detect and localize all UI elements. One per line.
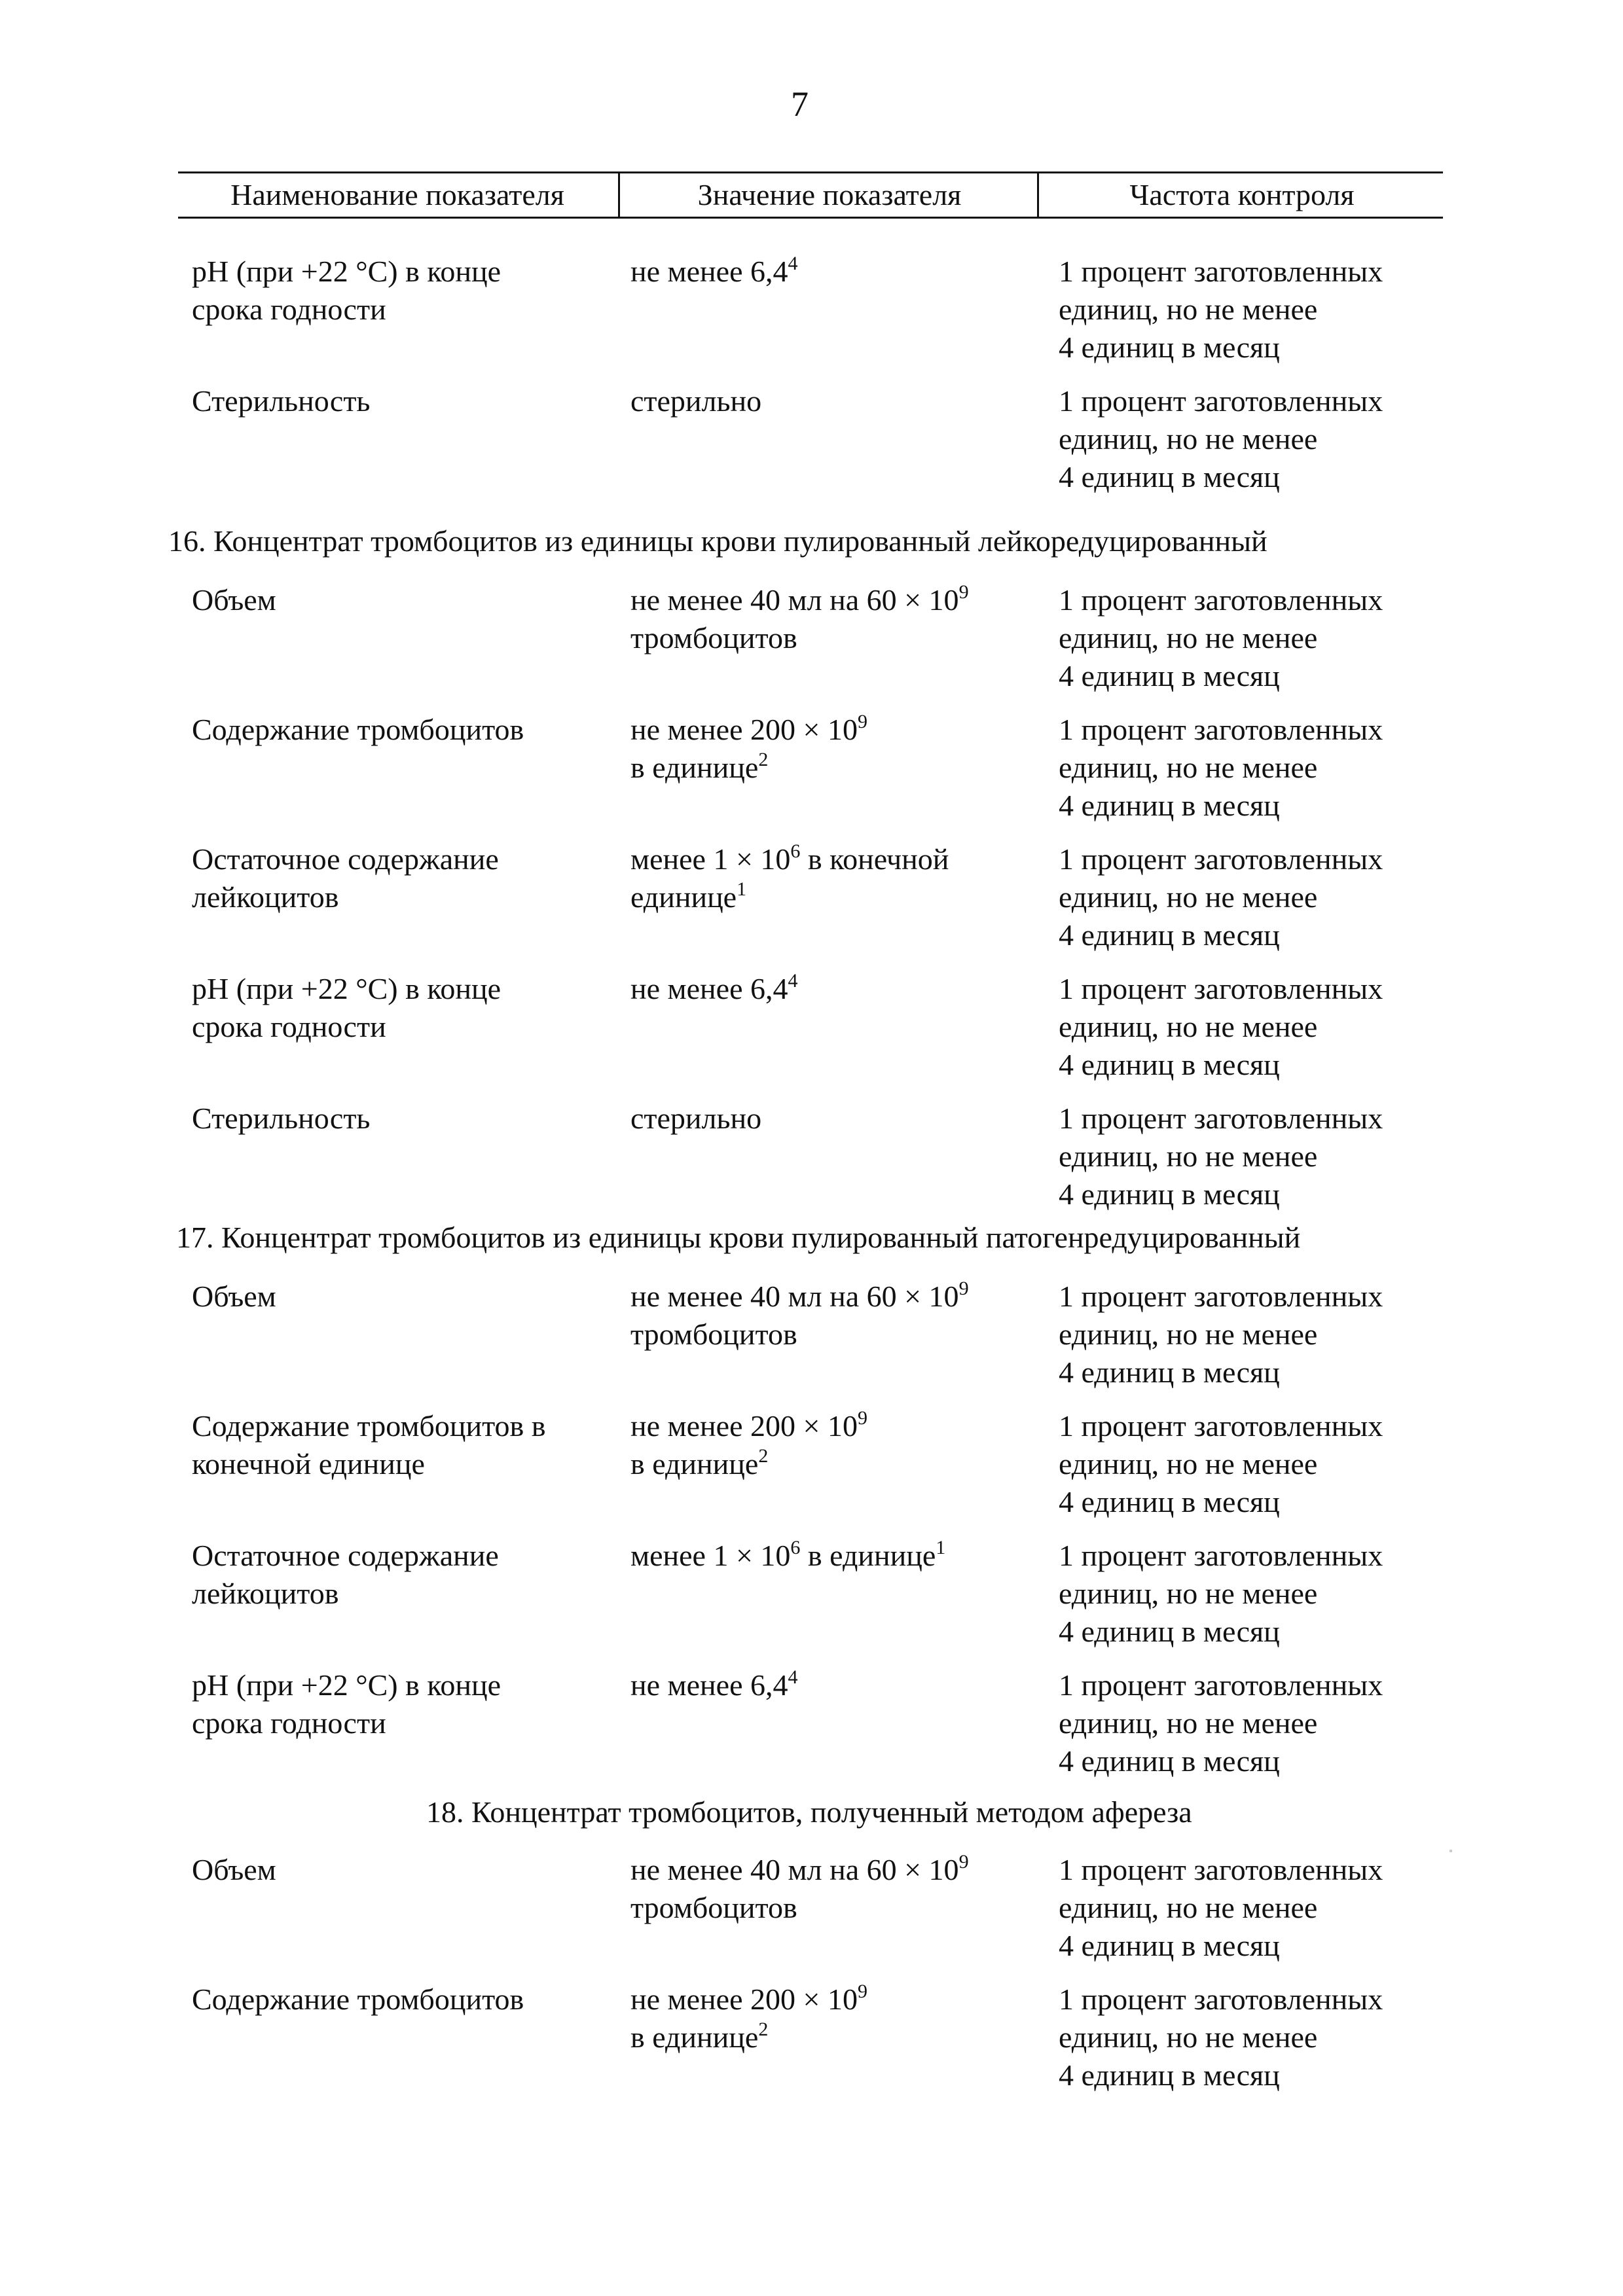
document-page: 7 Наименование показателя Значение показателя Частота контроля pH (при +22 °C) в конце срока годности не менее $6,4^4$ 1 процент заготовленных единиц, но не менее 4 единиц в месяц Стерильность стерильно 1 процент заготовленных единиц, но не менее 4 единиц в месяц 16. Концентрат тромбоцитов из единицы крови пулированный лейкоредуцированный Объем не менее 40 мл на $60 \times 10^9$ тромбоцитов 1 процент заготовленных единиц, но не менее 4 единиц в месяц Содержание тромбоцитов не менее $200 \times 10^9$ в единице$^2$ 1 процент заготовленных единиц, но не менее 4 единиц в месяц Остаточное содержание лейкоцитов менее $1 \times 10^6$ в конечной единице$^1$ 1 процент заготовленных единиц, но не менее 4 единиц в месяц pH (при +22 °C) в конце срока годности не менее $6,4^4$ 1 процент заготовленных единиц, но не менее 4 единиц в месяц Стерильность стерильно 1 процент заготовленных единиц, но не менее 4 единиц в месяц 17. Концентрат тромбоцитов из единицы крови пулированный патогенредуцированный Объем не менее 40 мл на $60 \times 10^9$ тромбоцитов 1 процент заготовленных единиц, но не менее 4 единиц в месяц Содержание тромбоцитов в конечной единице не менее $200 \times 10^9$ в единице$^2$ 1 процент заготовленных единиц, но не менее 4 единиц в месяц Остаточное содержание лейкоцитов менее $1 \times 10^6$ в единице$^1$ 1 процент заготовленных единиц, но не менее 4 единиц в месяц pH (при +22 °C) в конце срока годности не менее $6,4^4$ 1 процент заготовленных единиц, но не менее 4 единиц в месяц 18. Концентрат тромбоцитов, полученный методом афереза Объем не менее 40 мл на $60 \times 10^9$ тромбоцитов 1 процент заготовленных единиц, но не менее 4 единиц в месяц Содержание тромбоцитов не менее $200 \times 10^9$ в единице$^2$ 1 процент заготовленных единиц, но не менее 4 единиц в месяц bbox=[0, 0, 1623, 2296]
indicator-value bbox=[630, 970, 1049, 1008]
indicator-value bbox=[630, 253, 1049, 291]
control-frequency: 1 процент заготовленных единиц, но не менее 4 единиц в месяц bbox=[1059, 972, 1383, 1081]
indicator-name: Остаточное содержание лейкоцитов bbox=[192, 1539, 499, 1610]
footnote-ref: 9 bbox=[958, 1278, 969, 1299]
value-text: в единице bbox=[800, 1539, 936, 1572]
value-text: в единице bbox=[630, 2020, 759, 2054]
indicator-value bbox=[630, 1100, 1049, 1138]
value-text: не менее 200 × 10 bbox=[630, 1409, 858, 1443]
header-indicator-value: Значение показателя bbox=[618, 173, 1039, 217]
indicator-name: Содержание тромбоцитов bbox=[192, 1982, 524, 2016]
value-text: не менее 6,4 bbox=[630, 255, 788, 288]
footnote-ref: 4 bbox=[788, 970, 798, 992]
value-text: не менее 6,4 bbox=[630, 972, 788, 1005]
control-frequency: 1 процент заготовленных единиц, но не менее 4 единиц в месяц bbox=[1059, 713, 1383, 822]
indicator-value bbox=[630, 581, 1049, 657]
value-text: не менее 6,4 bbox=[630, 1668, 788, 1702]
indicator-value bbox=[630, 1407, 1049, 1483]
footnote-ref: 9 bbox=[857, 1407, 867, 1429]
footnote-ref: 6 bbox=[790, 1537, 801, 1558]
section-title: 17. Концентрат тромбоцитов из единицы крови пулированный патогенредуцированный bbox=[176, 1221, 1301, 1254]
value-text: не менее 40 мл на 60 × 10 bbox=[630, 1280, 959, 1313]
indicator-value bbox=[630, 382, 1049, 420]
indicator-value bbox=[630, 711, 1049, 787]
control-frequency: 1 процент заготовленных единиц, но не менее 4 единиц в месяц bbox=[1059, 1409, 1383, 1518]
value-text: тромбоцитов bbox=[630, 1318, 797, 1351]
indicator-name: Стерильность bbox=[192, 384, 371, 418]
indicator-name: Содержание тромбоцитов bbox=[192, 713, 524, 746]
indicator-name: Объем bbox=[192, 1853, 276, 1886]
value-text: не менее 40 мл на 60 × 10 bbox=[630, 1853, 959, 1886]
indicator-name: Содержание тромбоцитов в конечной единице bbox=[192, 1409, 546, 1480]
value-text: не менее 40 мл на 60 × 10 bbox=[630, 583, 959, 617]
indicator-value bbox=[630, 1666, 1049, 1704]
indicator-name: pH (при +22 °C) в конце срока годности bbox=[192, 255, 501, 326]
value-text: в единице bbox=[630, 751, 759, 784]
footnote-ref: 1 bbox=[936, 1537, 946, 1558]
table-header bbox=[178, 171, 1443, 219]
section-title: 18. Концентрат тромбоцитов, полученный методом афереза bbox=[426, 1795, 1192, 1829]
value-text: менее 1 × 10 bbox=[630, 1539, 791, 1572]
control-frequency: 1 процент заготовленных единиц, но не менее 4 единиц в месяц bbox=[1059, 1539, 1383, 1648]
scan-speck bbox=[1450, 1850, 1452, 1852]
control-frequency: 1 процент заготовленных единиц, но не менее 4 единиц в месяц bbox=[1059, 842, 1383, 952]
indicator-name: pH (при +22 °C) в конце срока годности bbox=[192, 1668, 501, 1740]
control-frequency: 1 процент заготовленных единиц, но не менее 4 единиц в месяц bbox=[1059, 1102, 1383, 1211]
indicator-value bbox=[630, 1278, 1049, 1354]
indicator-value bbox=[630, 1981, 1049, 2056]
value-text: в конечной bbox=[800, 842, 949, 876]
footnote-ref: 2 bbox=[758, 2018, 769, 2040]
section-title: 16. Концентрат тромбоцитов из единицы крови пулированный лейкоредуцированный bbox=[168, 524, 1267, 558]
control-frequency: 1 процент заготовленных единиц, но не менее 4 единиц в месяц bbox=[1059, 1280, 1383, 1389]
indicator-name: Остаточное содержание лейкоцитов bbox=[192, 842, 499, 914]
control-frequency: 1 процент заготовленных единиц, но не менее 4 единиц в месяц bbox=[1059, 255, 1383, 364]
indicator-name: Объем bbox=[192, 1280, 276, 1313]
footnote-ref: 2 bbox=[758, 1445, 769, 1467]
header-control-frequency: Частота контроля bbox=[1037, 173, 1445, 217]
footnote-ref: 4 bbox=[788, 1666, 798, 1688]
value-text: стерильно bbox=[630, 1102, 762, 1135]
footnote-ref: 4 bbox=[788, 253, 798, 274]
indicator-name: Стерильность bbox=[192, 1102, 371, 1135]
footnote-ref: 9 bbox=[857, 1981, 867, 2002]
footnote-ref: 1 bbox=[737, 878, 747, 900]
footnote-ref: 9 bbox=[958, 581, 969, 603]
value-text: единице bbox=[630, 880, 737, 914]
value-text: не менее 200 × 10 bbox=[630, 1982, 858, 2016]
control-frequency: 1 процент заготовленных единиц, но не менее 4 единиц в месяц bbox=[1059, 1853, 1383, 1962]
value-text: в единице bbox=[630, 1447, 759, 1480]
control-frequency: 1 процент заготовленных единиц, но не менее 4 единиц в месяц bbox=[1059, 1668, 1383, 1778]
indicator-value bbox=[630, 1537, 1049, 1575]
indicator-value bbox=[630, 1851, 1049, 1927]
indicator-name: Объем bbox=[192, 583, 276, 617]
footnote-ref: 9 bbox=[857, 711, 867, 732]
value-text: тромбоцитов bbox=[630, 621, 797, 655]
indicator-value bbox=[630, 840, 1049, 916]
footnote-ref: 6 bbox=[790, 840, 801, 862]
control-frequency: 1 процент заготовленных единиц, но не менее 4 единиц в месяц bbox=[1059, 1982, 1383, 2092]
value-text: стерильно bbox=[630, 384, 762, 418]
value-text: тромбоцитов bbox=[630, 1891, 797, 1924]
value-text: не менее 200 × 10 bbox=[630, 713, 858, 746]
footnote-ref: 2 bbox=[758, 749, 769, 770]
control-frequency: 1 процент заготовленных единиц, но не менее 4 единиц в месяц bbox=[1059, 384, 1383, 493]
value-text: менее 1 × 10 bbox=[630, 842, 791, 876]
header-indicator-name: Наименование показателя bbox=[230, 178, 564, 211]
footnote-ref: 9 bbox=[958, 1851, 969, 1873]
control-frequency: 1 процент заготовленных единиц, но не менее 4 единиц в месяц bbox=[1059, 583, 1383, 692]
indicator-name: pH (при +22 °C) в конце срока годности bbox=[192, 972, 501, 1043]
